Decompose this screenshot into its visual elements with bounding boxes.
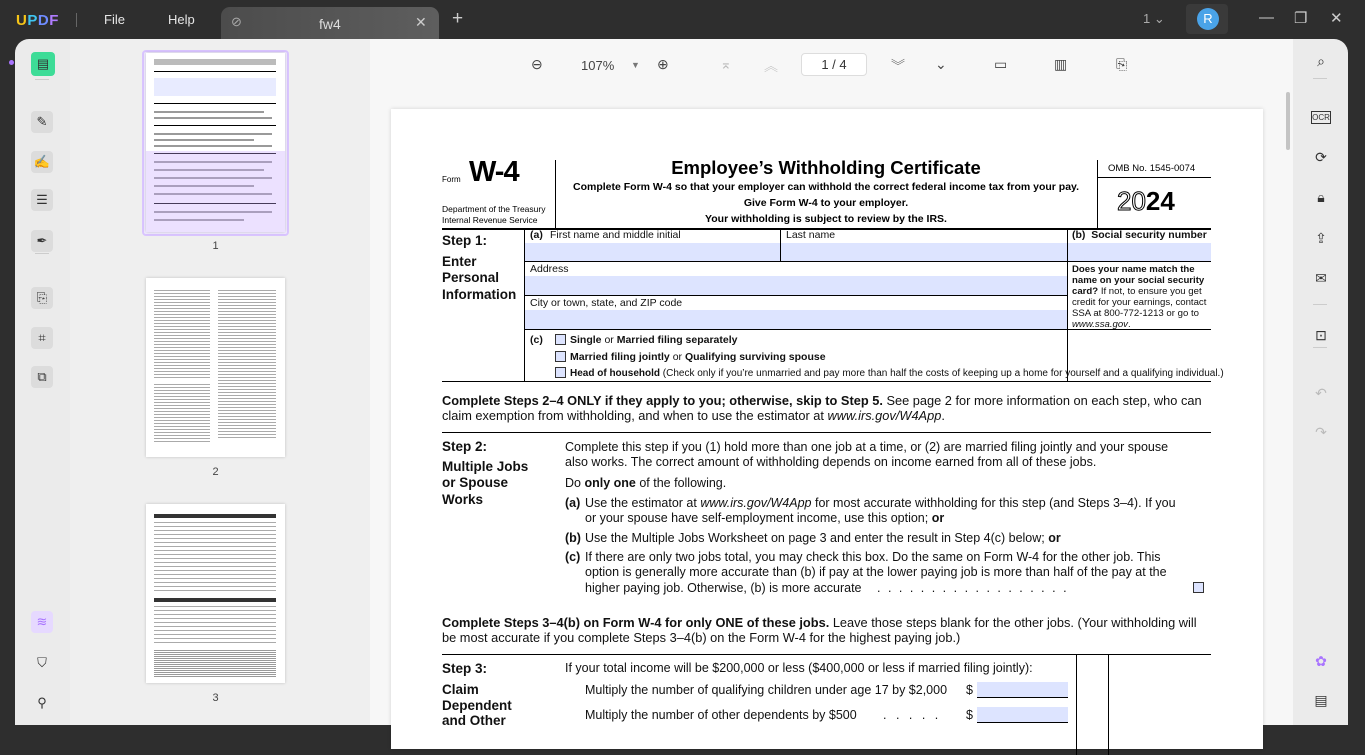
restore-icon[interactable]: ❐: [1294, 10, 1308, 27]
step3-name: Claim: [442, 682, 479, 697]
zoom-dropdown-icon[interactable]: ▼: [631, 60, 640, 70]
new-tab-button[interactable]: +: [452, 8, 464, 29]
last-name-input[interactable]: [781, 243, 1067, 261]
save-icon[interactable]: ⊡: [1315, 327, 1327, 343]
search-icon[interactable]: ⌕: [1317, 53, 1325, 69]
close-tab-icon[interactable]: ✕: [415, 14, 427, 30]
tax-year: [1117, 186, 1175, 217]
previous-page-icon[interactable]: ︽: [764, 58, 778, 74]
thumbnail-page-1[interactable]: [146, 53, 285, 232]
reader-icon[interactable]: ▤: [31, 52, 55, 76]
page-layout-icon[interactable]: ▥: [1054, 56, 1068, 72]
ai-assistant-icon[interactable]: ✿: [1315, 653, 1327, 669]
last-page-icon[interactable]: ⌄: [935, 56, 947, 72]
vertical-scrollbar[interactable]: [1286, 92, 1290, 150]
window-count[interactable]: 1 ⌄: [1143, 11, 1165, 26]
menu-help[interactable]: Help: [168, 12, 195, 27]
year-bold: 24: [1145, 186, 1175, 216]
filing-status-joint-checkbox[interactable]: [555, 351, 566, 362]
form-subtitle: Your withholding is subject to review by the IRS.: [705, 213, 947, 225]
address-input[interactable]: [525, 276, 1067, 295]
divider: [35, 253, 49, 254]
filing-status-hoh: Head of household (Check only if you’re unmarried and pay more than half the costs of keeping up a home for yourself and a qualifying individual.): [570, 368, 1224, 379]
thumbnail-label: 3: [212, 692, 219, 704]
divider: [1313, 304, 1327, 305]
dollar-sign: $: [966, 683, 973, 697]
option-c: option is generally more accurate than (b) if pay at the lower paying job is more than half of the pay at the: [585, 565, 1167, 579]
right-toolbar: [1293, 39, 1348, 725]
pdf-page: [391, 109, 1263, 749]
option-letter: (a): [565, 496, 581, 510]
steps-3-4-note-line2: be most accurate if you complete Steps 3–4(b) on the Form W-4 for the highest paying job.): [442, 630, 961, 645]
attachment-icon[interactable]: ⚲: [37, 695, 47, 710]
undo-icon[interactable]: ↶: [1315, 385, 1327, 401]
option-a-line2: or your spouse have self-employment income, use this option; or: [585, 511, 945, 525]
left-toolbar: [15, 39, 70, 725]
thumbnail-page-3[interactable]: [146, 504, 285, 683]
filing-status-single: Single or Married filing separately: [570, 334, 738, 346]
title-bar: [0, 0, 1365, 39]
ssn-input[interactable]: [1068, 243, 1211, 261]
field-letter: (c): [530, 334, 543, 346]
option-c: higher paying job. Otherwise, (b) is more accurate: [585, 581, 862, 595]
presentation-icon[interactable]: ▭: [994, 56, 1008, 72]
other-dependents-line: Multiply the number of other dependents by $500: [585, 708, 857, 722]
step2-name: Works: [442, 492, 484, 507]
step2-intro: also works. The correct amount of withholding depends on income earned from all of these jobs.: [565, 455, 1097, 469]
divider: [35, 79, 49, 80]
city-input[interactable]: [525, 310, 1067, 329]
option-b: Use the Multiple Jobs Worksheet on page 3 and enter the result in Step 4(c) below; or: [585, 531, 1061, 545]
children-amount-input[interactable]: [977, 682, 1068, 698]
first-name-input[interactable]: [525, 243, 780, 261]
year-outline: 20: [1117, 186, 1146, 216]
step2-name: or Spouse: [442, 475, 509, 490]
step2-intro: Complete this step if you (1) hold more than one job at a time, or (2) are married filing jointly and your spouse: [565, 440, 1169, 454]
filing-status-hoh-checkbox[interactable]: [555, 367, 566, 378]
form-subtitle: Give Form W-4 to your employer.: [743, 197, 909, 209]
organize-pages-icon[interactable]: ⎘: [31, 287, 53, 309]
document-viewer: [370, 39, 1293, 728]
first-page-icon[interactable]: ⌅: [720, 56, 732, 72]
filing-status-joint: Married filing jointly or Qualifying surviving spouse: [570, 351, 826, 363]
step2-instruction: Do only one of the following.: [565, 476, 727, 490]
thumbnail-label: 2: [212, 466, 219, 478]
name-match-note: Does your name match the name on your social security card? If not, to ensure you get credit for your earnings, contact SSA at 800-772-1213 or go to www.ssa.gov.: [1072, 264, 1207, 330]
step3-title: Step 3:: [442, 661, 488, 676]
field-letter: (b): [1072, 229, 1086, 241]
step3-name: Dependent: [442, 698, 512, 713]
comment-icon[interactable]: ▤: [1314, 692, 1328, 708]
page-number-input[interactable]: 1 / 4: [801, 53, 867, 76]
other-dependents-input[interactable]: [977, 707, 1068, 723]
layers-icon[interactable]: ≋: [31, 611, 53, 633]
department: Department of the Treasury: [442, 204, 546, 214]
city-label: City or town, state, and ZIP code: [530, 297, 683, 309]
name-match-text: If not, to ensure you get credit for your earnings, contact SSA at 800-772-1213 or go to: [1072, 286, 1207, 319]
leader-dots: . . . . . . . . . . . . . . . . . .: [877, 581, 1069, 595]
step1-name: Personal: [442, 270, 500, 285]
step3-name: and Other: [442, 713, 506, 728]
dollar-sign: $: [966, 708, 973, 722]
leader-dots: . . . . .: [883, 708, 942, 722]
divider: [1313, 78, 1327, 79]
protect-icon[interactable]: 🔒︎: [1317, 189, 1325, 205]
children-line: Multiply the number of qualifying children under age 17 by $2,000: [585, 683, 948, 697]
option-letter: (c): [565, 550, 581, 564]
first-name-label: First name and middle initial: [550, 229, 681, 241]
combine-icon[interactable]: ⧉: [31, 366, 53, 388]
form-label: Form: [442, 175, 461, 184]
form-title: Employee’s Withholding Certificate: [671, 157, 981, 178]
option-a: Use the estimator at www.irs.gov/W4App for most accurate withholding for this step (and Steps 3–4). If you: [585, 496, 1176, 510]
ocr-icon[interactable]: OCR: [1312, 113, 1330, 122]
name-match-question: Does your name match the name on your social security card?: [1072, 264, 1205, 297]
ssn-label: [1072, 229, 1207, 241]
thumbnail-label: 1: [212, 240, 219, 252]
step2-title: Step 2:: [442, 439, 488, 454]
share-icon[interactable]: ⇪: [1315, 230, 1327, 246]
irs-estimator-link[interactable]: www.irs.gov/W4App: [827, 408, 942, 423]
option-c: If there are only two jobs total, you may check this box. Do the same on Form W-4 for the other job. This: [585, 550, 1161, 564]
convert-icon[interactable]: ⟳: [1315, 149, 1327, 165]
divider: [76, 13, 77, 27]
next-page-icon[interactable]: ︾: [891, 58, 905, 74]
form-icon[interactable]: ☰: [31, 189, 53, 211]
highlight-icon[interactable]: ✎: [31, 111, 53, 133]
translate-icon[interactable]: ⎘: [1116, 56, 1128, 72]
step2-name: Multiple Jobs: [442, 459, 529, 474]
avatar[interactable]: R: [1197, 8, 1219, 30]
bookmark-icon[interactable]: ⛉: [37, 655, 47, 670]
step1-name: Information: [442, 287, 517, 302]
form-number: W-4: [469, 156, 519, 188]
crop-icon[interactable]: ⌗: [31, 327, 53, 349]
form-subtitle: Complete Form W-4 so that your employer can withhold the correct federal income tax from your pay.: [572, 181, 1080, 193]
omb-number: OMB No. 1545-0074: [1108, 163, 1196, 174]
sign-icon[interactable]: ✒: [31, 230, 53, 252]
minimize-icon[interactable]: —: [1259, 9, 1274, 26]
divider: [1313, 347, 1327, 348]
step1-title: Step 1:: [442, 233, 488, 248]
zoom-out-icon[interactable]: ⊖: [531, 56, 543, 72]
option-letter: (b): [565, 531, 581, 545]
steps-2-4-note: Complete Steps 2–4 ONLY if they apply to you; otherwise, skip to Step 5. See page 2 for more information on each step, who can: [442, 393, 1202, 408]
thumbnail-panel: [70, 39, 370, 725]
active-indicator: [9, 60, 14, 65]
tab-title: fw4: [319, 16, 341, 32]
close-window-icon[interactable]: ✕: [1330, 10, 1343, 27]
document-tab[interactable]: [221, 7, 439, 39]
field-label: (a): [530, 229, 543, 241]
ssa-link[interactable]: www.ssa.gov: [1072, 319, 1128, 330]
last-name-label: Last name: [786, 229, 836, 241]
address-label: Address: [530, 263, 569, 275]
two-jobs-checkbox[interactable]: [1193, 582, 1204, 593]
irs-label: Internal Revenue Service: [442, 215, 538, 225]
window-count-value: 1: [1143, 11, 1151, 26]
steps-2-4-note-line2: claim exemption from withholding, and when to use the estimator at www.irs.gov/W4App.: [442, 408, 945, 423]
ssn-text: Social security number: [1091, 229, 1207, 241]
thumbnail-page-2[interactable]: [146, 278, 285, 457]
steps-3-4-note: Complete Steps 3–4(b) on Form W-4 for only ONE of these jobs. Leave those steps blank for the other jobs. (Your withholding will: [442, 615, 1197, 630]
zoom-level[interactable]: 107%: [581, 58, 615, 73]
email-icon[interactable]: ✉: [1315, 270, 1327, 286]
edit-text-icon[interactable]: ✍: [31, 151, 53, 173]
step1-name: Enter: [442, 254, 477, 269]
unsaved-cloud-icon: ⊘: [231, 14, 242, 29]
step3-intro: If your total income will be $200,000 or less ($400,000 or less if married filing jointly):: [565, 661, 1033, 675]
zoom-in-icon[interactable]: ⊕: [657, 56, 669, 72]
updf-logo: UPDF: [16, 12, 59, 29]
filing-status-single-checkbox[interactable]: [555, 334, 566, 345]
redo-icon[interactable]: ↷: [1315, 424, 1327, 440]
menu-file[interactable]: File: [104, 12, 125, 27]
